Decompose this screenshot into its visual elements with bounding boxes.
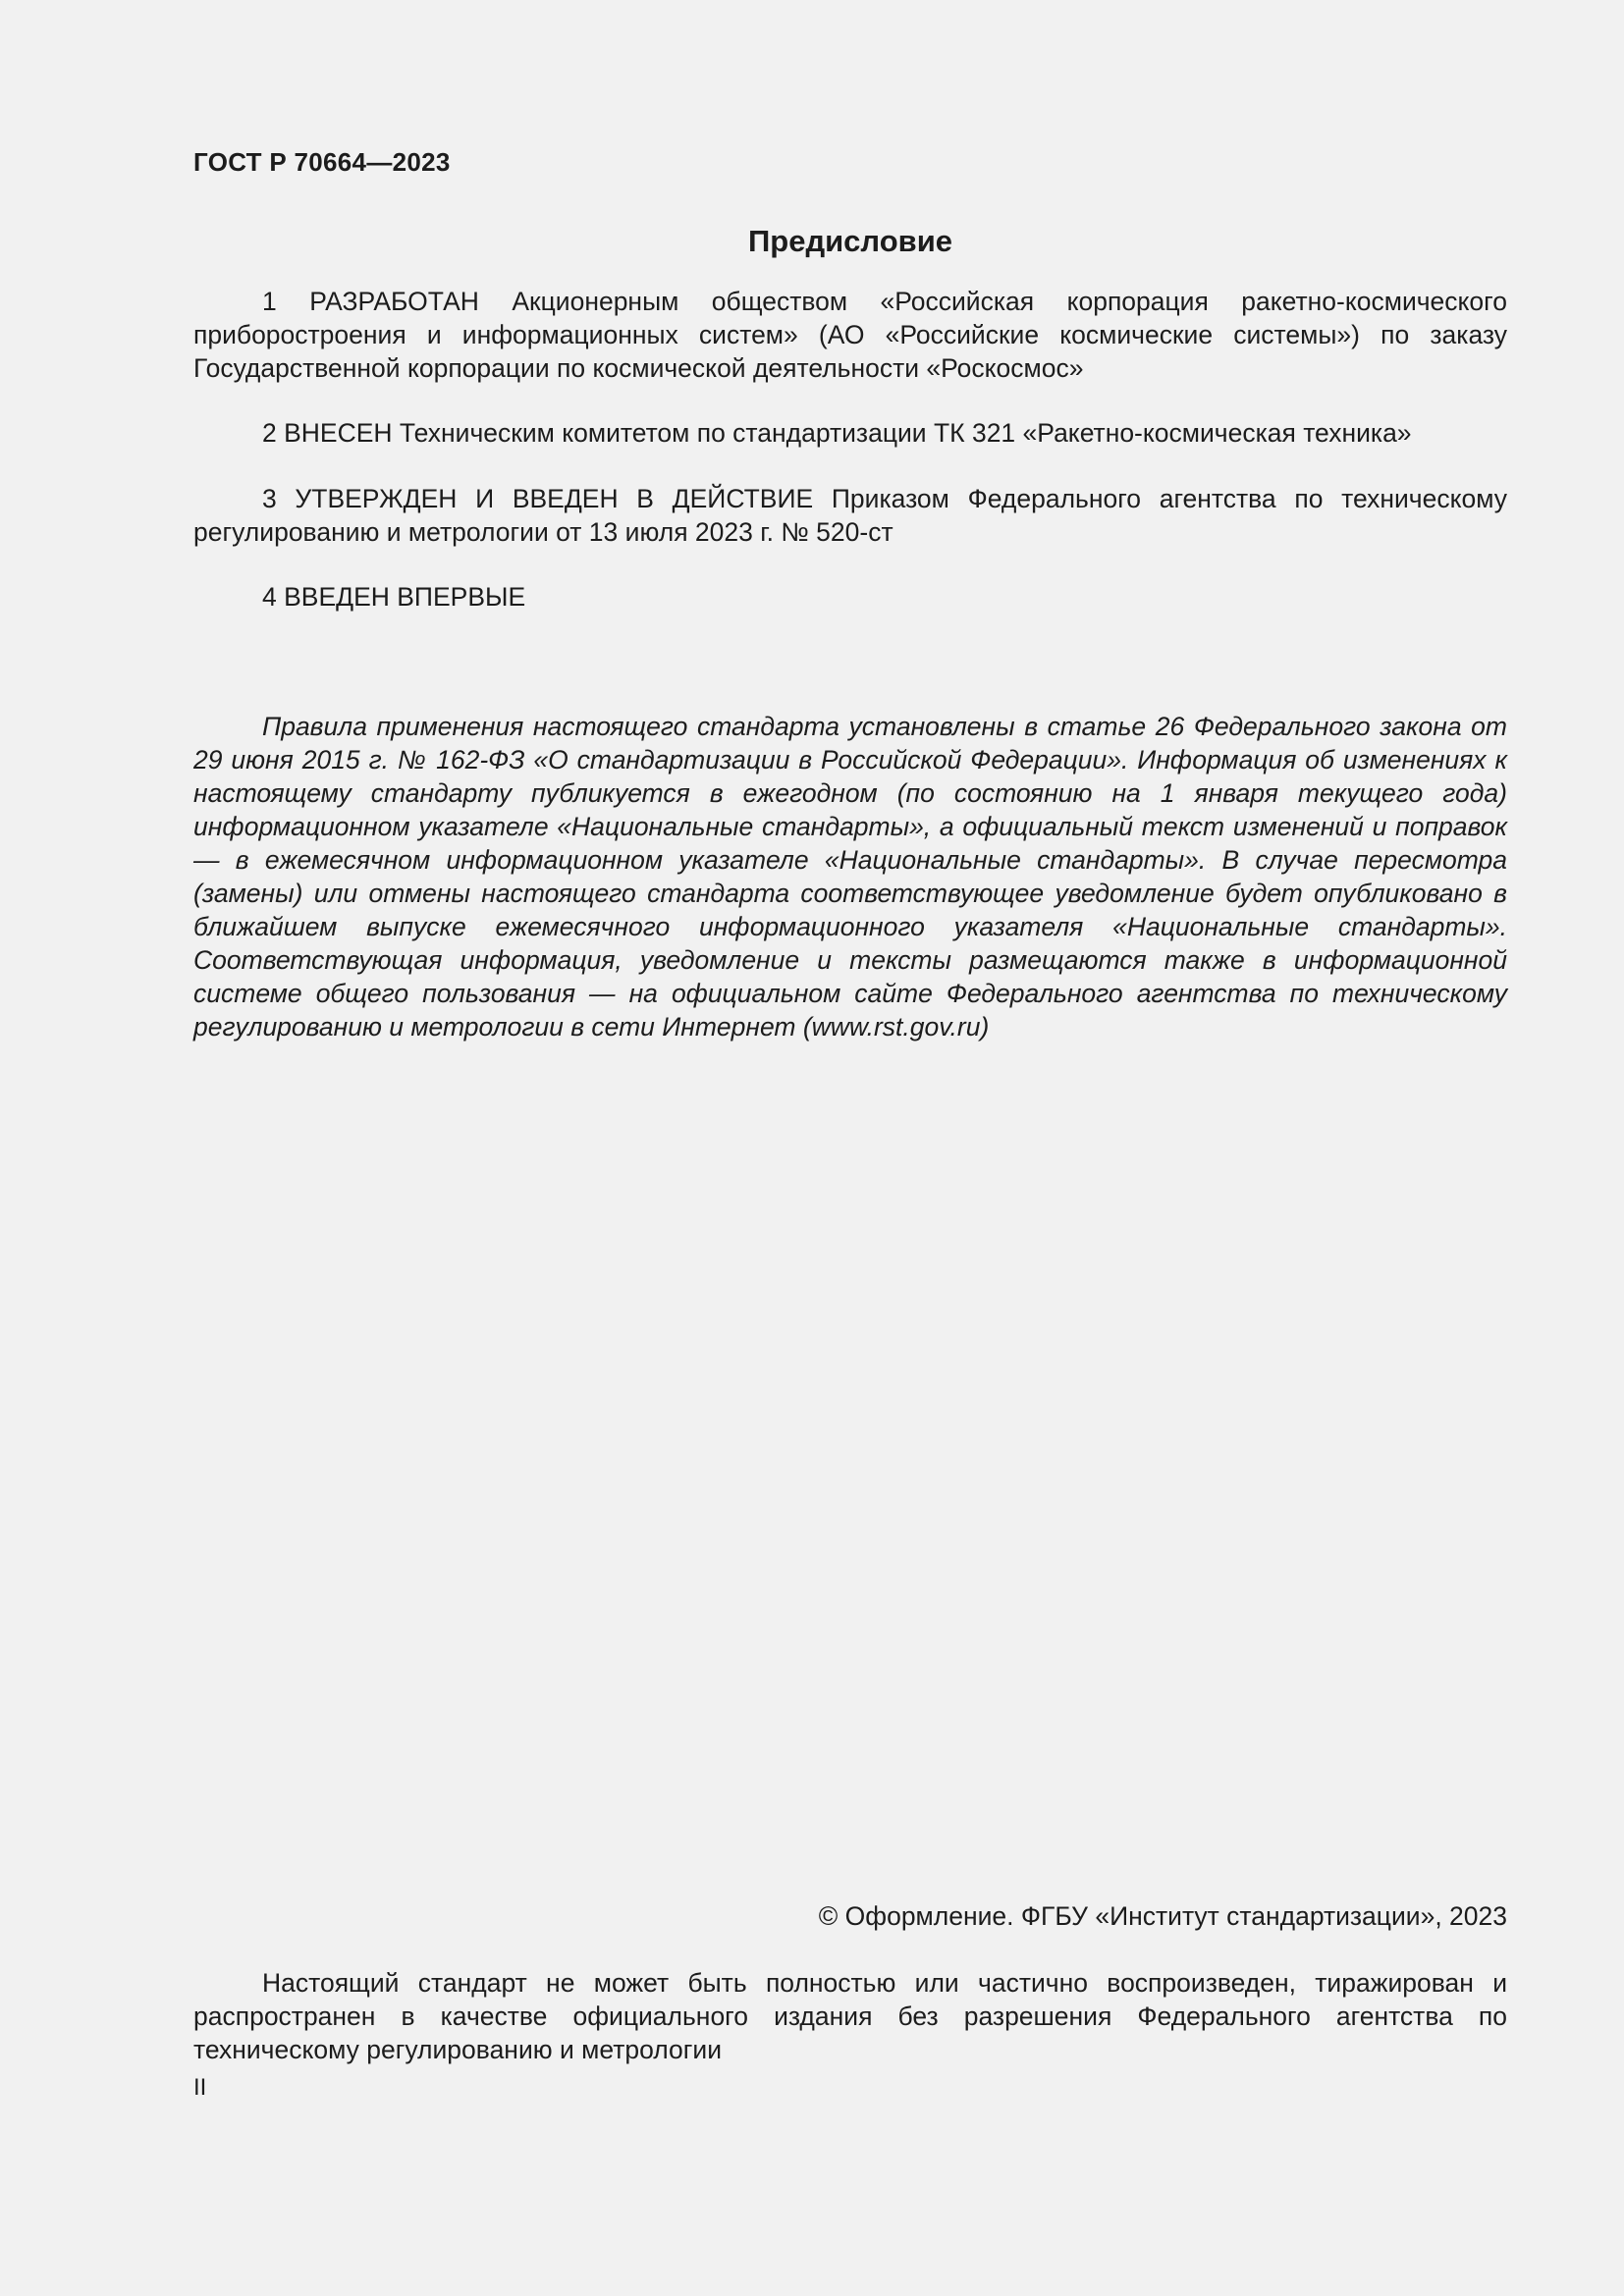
rules-note: Правила применения настоящего стандарта установлены в статье 26 Федерального закона от 29 июня 2015 г. № 162-ФЗ «О стандартизации в Российской Федерации». Информация об изменениях к настоящему стандарту публикуется в ежегодном (по состоянию на 1 января текущего года) информационном указателе «Национальные стандарты», а официальный текст изменений и поправок — в ежемесячном информационном указателе «Национальные стандарты». В случае пересмотра (замены) или отмены настоящего стандарта соответствующее уведомление будет опубликовано в ближайшем выпуске ежемесячного информационного указателя «Национальные стандарты». Соответствующая информация, уведомление и тексты размещаются также в информационной системе общего пользования — на официальном сайте Федерального агентства по техническому регулированию и метрологии в сети Интернет (www.rst.gov.ru) [193,712,1507,1041]
foreword-title: Предисловие [747,224,952,258]
foreword-item-first-introduced: 4 ВВЕДЕН ВПЕРВЫЕ [262,582,526,612]
page-number: II [193,2074,207,2101]
foreword-item-developed: 1 РАЗРАБОТАН Акционерным обществом «Российская корпорация ракетно-космического приборостроения и информационных систем» (АО «Российские космические системы») по заказу Государственной корпорации по космической деятельности «Роскосмос» [193,287,1507,383]
document-page [193,0,1507,2296]
foreword-item-introduced: 2 ВНЕСЕН Техническим комитетом по стандартизации ТК 321 «Ракетно-космическая техника» [262,418,1412,448]
document-code: ГОСТ Р 70664—2023 [193,147,451,177]
copyright-notice: © Оформление. ФГБУ «Институт стандартизации», 2023 [818,1901,1507,1931]
foreword-item-approved: 3 УТВЕРЖДЕН И ВВЕДЕН В ДЕЙСТВИЕ Приказом Федерального агентства по техническому регулированию и метрологии от 13 июля 2023 г. № 520-ст [193,484,1507,547]
reproduction-notice: Настоящий стандарт не может быть полностью или частично воспроизведен, тиражирован и распространен в качестве официального издания без разрешения Федерального агентства по техническому регулированию и метрологии [193,1968,1507,2064]
